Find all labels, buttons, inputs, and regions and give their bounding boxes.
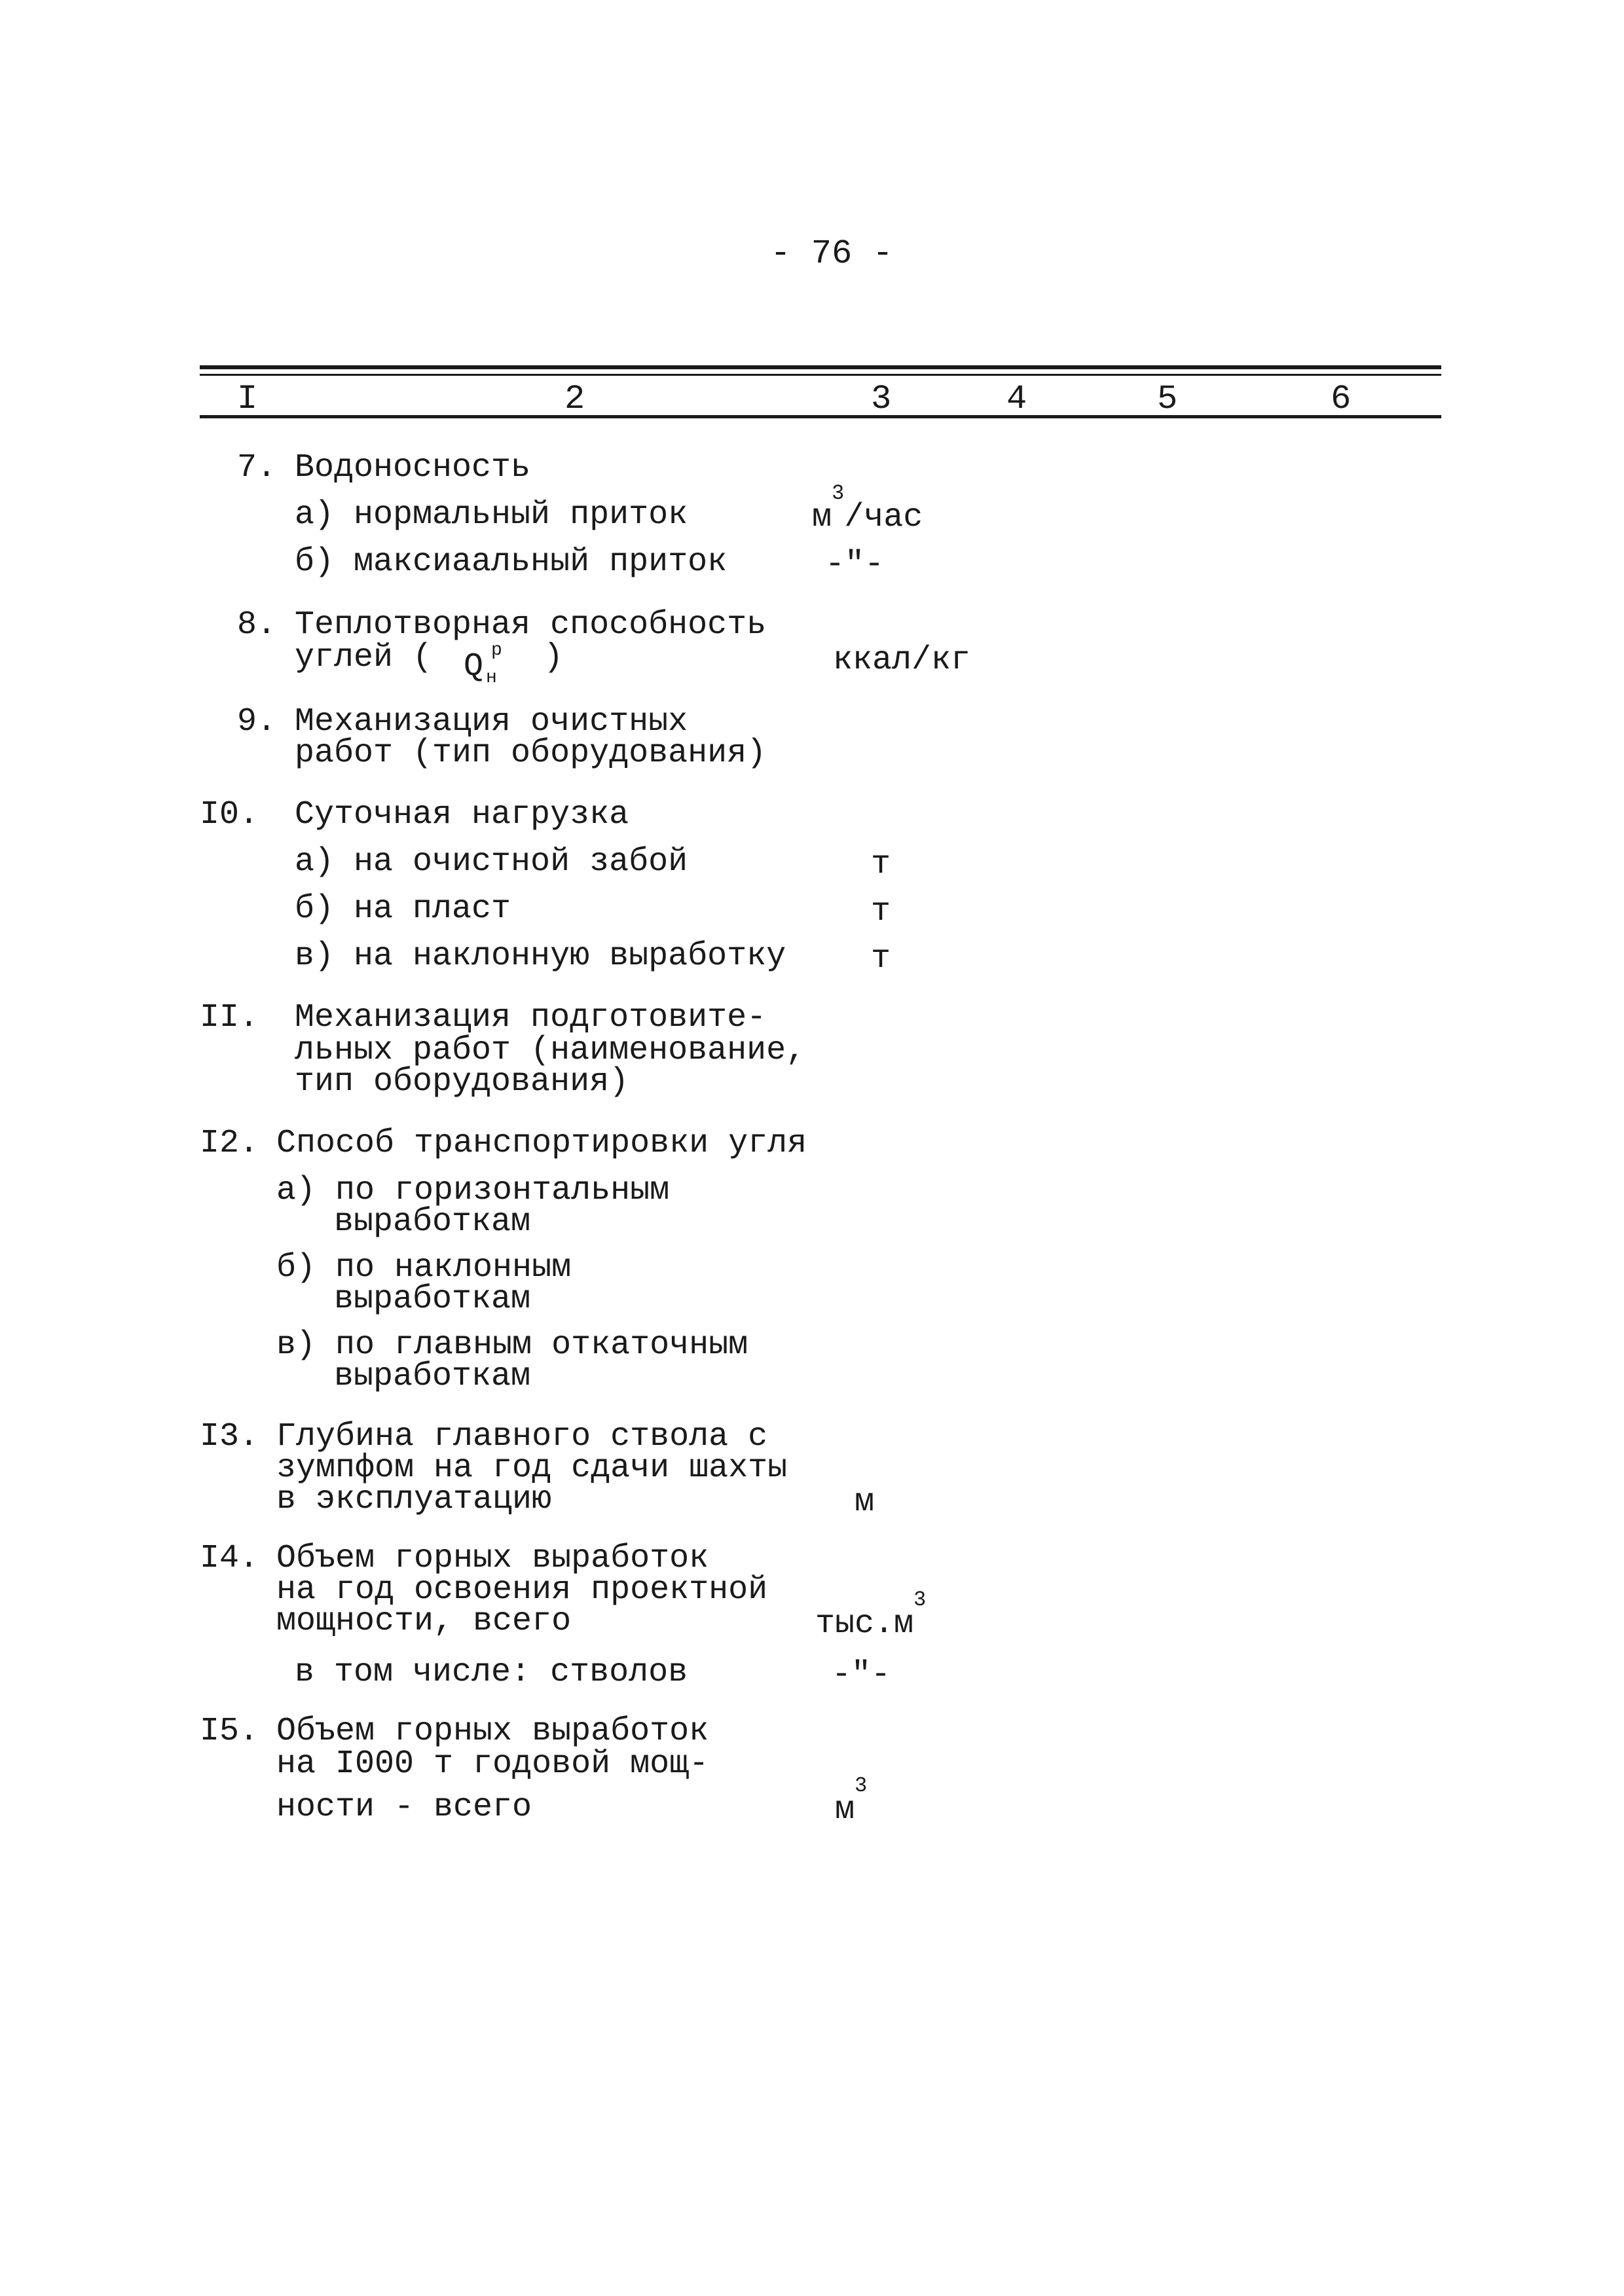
row-7a-text: а) нормальный приток [295, 496, 688, 534]
row-15-line1: Объем горных выработок [276, 1713, 709, 1750]
column-header-2: 2 [564, 380, 585, 418]
row-10b-text: б) на пласт [295, 890, 511, 928]
column-header-5: 5 [1157, 380, 1178, 418]
row-11-line1: Механизация подготовите- [295, 999, 767, 1036]
row-10-title: Суточная нагрузка [295, 796, 629, 833]
row-12a-line2: выработкам [334, 1203, 531, 1241]
row-8-line2: углей ( [295, 639, 433, 676]
table-header-bottom-rule [200, 415, 1441, 418]
row-12c-line2: выработкам [334, 1358, 531, 1395]
row-14-number: I4. [200, 1540, 259, 1577]
row-13-line2: зумпфом на год сдачи шахты [276, 1449, 788, 1487]
row-14-line1: Объем горных выработок [276, 1540, 709, 1577]
row-13-line3: в эксплуатацию [276, 1481, 552, 1518]
row-11-line3: тип оборудования) [295, 1063, 629, 1101]
row-7b-unit: -"- [825, 546, 885, 583]
row-9-line2: работ (тип оборудования) [295, 735, 767, 772]
row-12-number: I2. [200, 1125, 259, 1162]
row-12-title: Способ транспортировки угля [276, 1125, 807, 1162]
row-8-unit: ккал/кг [833, 642, 971, 679]
row-7a-unit: $м^3$/час [812, 481, 923, 536]
table-top-rule-thin [200, 374, 1441, 376]
row-10c-text: в) на наклонную выработку [295, 938, 786, 975]
row-7-number: 7. [237, 449, 277, 486]
heat-value-symbol: Q р н [464, 640, 502, 688]
row-12b-line1: б) по наклонным [276, 1249, 572, 1286]
row-15-number: I5. [200, 1713, 259, 1750]
row-14a-text: в том числе: стволов [295, 1654, 688, 1691]
row-8-number: 8. [237, 606, 277, 644]
page-number: - 76 - [770, 234, 893, 273]
column-header-6: 6 [1331, 380, 1352, 418]
row-10a-unit: т [871, 846, 891, 883]
row-9-line1: Механизация очистных [295, 703, 688, 740]
row-13-unit: м [855, 1484, 875, 1521]
row-10a-text: а) на очистной забой [295, 843, 688, 881]
row-10c-unit: т [871, 940, 891, 977]
row-10-number: I0. [200, 796, 259, 833]
column-header-3: 3 [871, 380, 892, 418]
row-14-line2: на год освоения проектной [276, 1571, 768, 1609]
row-10b-unit: т [871, 893, 891, 930]
row-13-number: I3. [200, 1418, 259, 1455]
row-15-line2: на I000 т годовой мощ- [276, 1745, 709, 1783]
row-14a-unit: -"- [832, 1656, 891, 1694]
row-7b-text: б) максиаальный приток [295, 543, 728, 581]
row-15-line3: ности - всего [276, 1789, 532, 1826]
row-15-unit: $м^3$ [835, 1774, 868, 1829]
row-12a-line1: а) по горизонтальным [276, 1172, 670, 1209]
row-8-close-paren: ) [544, 639, 564, 676]
row-8-line1: Теплотворная способность [295, 606, 767, 644]
row-9-number: 9. [237, 703, 277, 740]
row-13-line1: Глубина главного ствола с [276, 1418, 768, 1455]
row-11-number: II. [200, 999, 259, 1036]
column-header-4: 4 [1006, 380, 1027, 418]
row-7-title: Водоносность [295, 449, 531, 486]
row-12c-line1: в) по главным откаточным [276, 1326, 748, 1364]
column-header-1: I [237, 380, 258, 418]
row-11-line2: льных работ (наименование, [295, 1032, 806, 1069]
row-14-line3: мощности, всего [276, 1603, 572, 1640]
table-top-rule [200, 365, 1441, 369]
row-12b-line2: выработкам [334, 1281, 531, 1318]
row-14-unit: $тыс.м^3$ [815, 1588, 927, 1643]
